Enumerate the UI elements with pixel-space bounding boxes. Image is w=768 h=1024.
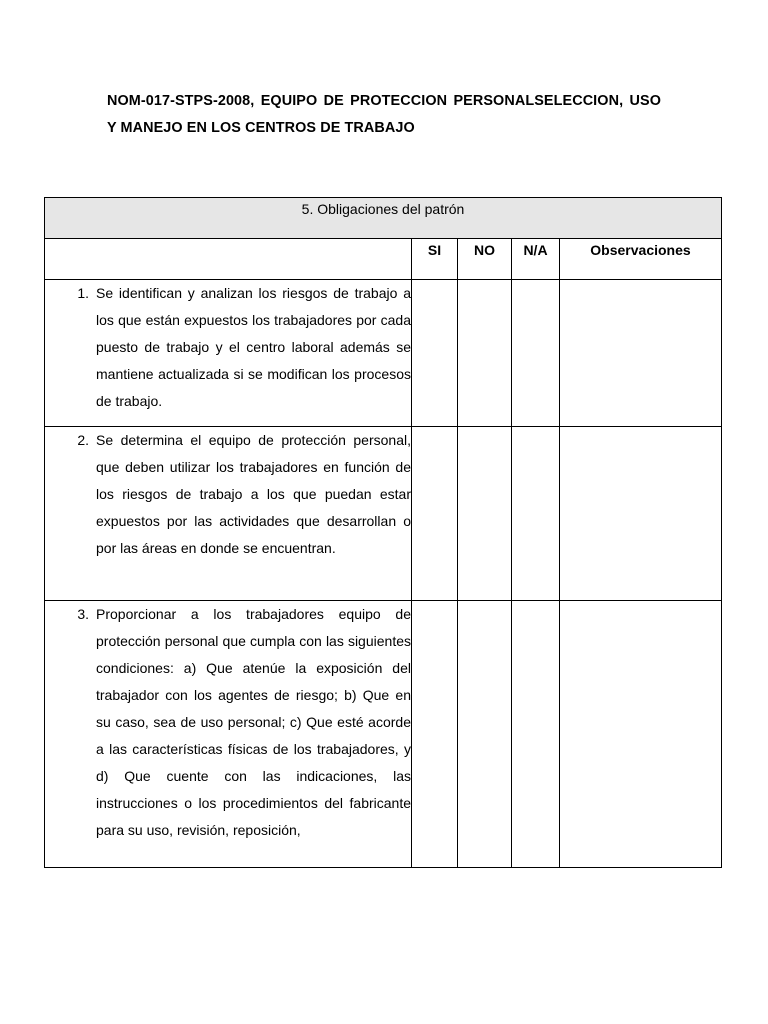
table-row	[45, 280, 722, 427]
column-header-na: N/A	[512, 239, 560, 280]
column-header-si: SI	[412, 239, 458, 280]
item-text: Se identifican y analizan los riesgos de trabajo a los que están expuestos los trabajadores por cada puesto de trabajo y el centro laboral además se mantiene actualizada si se modifican los procesos de trabajo.	[96, 285, 411, 409]
column-header-row	[45, 239, 722, 280]
na-cell[interactable]	[512, 427, 560, 601]
si-cell[interactable]	[412, 427, 458, 601]
column-header-item	[45, 239, 412, 280]
column-header-no: NO	[458, 239, 512, 280]
checklist-table	[44, 197, 722, 868]
column-header-observaciones: Observaciones	[560, 239, 722, 280]
item-description-cell	[45, 280, 412, 427]
na-cell[interactable]	[512, 601, 560, 868]
item-text: Se determina el equipo de protección personal, que deben utilizar los trabajadores en función de los riesgos de trabajo a los que puedan estar expuestos por las actividades que desarrollan o por las áreas en donde se encuentran.	[96, 432, 411, 556]
item-number: 3.	[77, 606, 89, 622]
item-text: Proporcionar a los trabajadores equipo de protección personal que cumpla con las siguientes condiciones: a) Que atenúe la exposición del trabajador con los agentes de riesgo; b) Que en su caso, sea de uso personal; c) Que esté acorde a las características físicas de los trabajadores, y d) Que cuente con las indicaciones, las instrucciones o los procedimientos del fabricante para su uso, revisión, reposición,	[96, 606, 411, 838]
section-header-cell	[45, 198, 722, 239]
item-number: 2.	[77, 432, 89, 448]
table-row	[45, 427, 722, 601]
item-description-cell	[45, 427, 412, 601]
si-cell[interactable]	[412, 601, 458, 868]
section-title: 5. Obligaciones del patrón	[301, 201, 465, 217]
observaciones-cell[interactable]	[560, 601, 722, 868]
no-cell[interactable]	[458, 427, 512, 601]
observaciones-cell[interactable]	[560, 427, 722, 601]
no-cell[interactable]	[458, 601, 512, 868]
document-title: NOM-017-STPS-2008, EQUIPO DE PROTECCION PERSONALSELECCION, USO Y MANEJO EN LOS CENTROS DE TRABAJO	[107, 93, 661, 136]
observaciones-cell[interactable]	[560, 280, 722, 427]
si-cell[interactable]	[412, 280, 458, 427]
table-row	[45, 601, 722, 868]
item-number: 1.	[77, 285, 89, 301]
no-cell[interactable]	[458, 280, 512, 427]
item-description-cell	[45, 601, 412, 868]
na-cell[interactable]	[512, 280, 560, 427]
